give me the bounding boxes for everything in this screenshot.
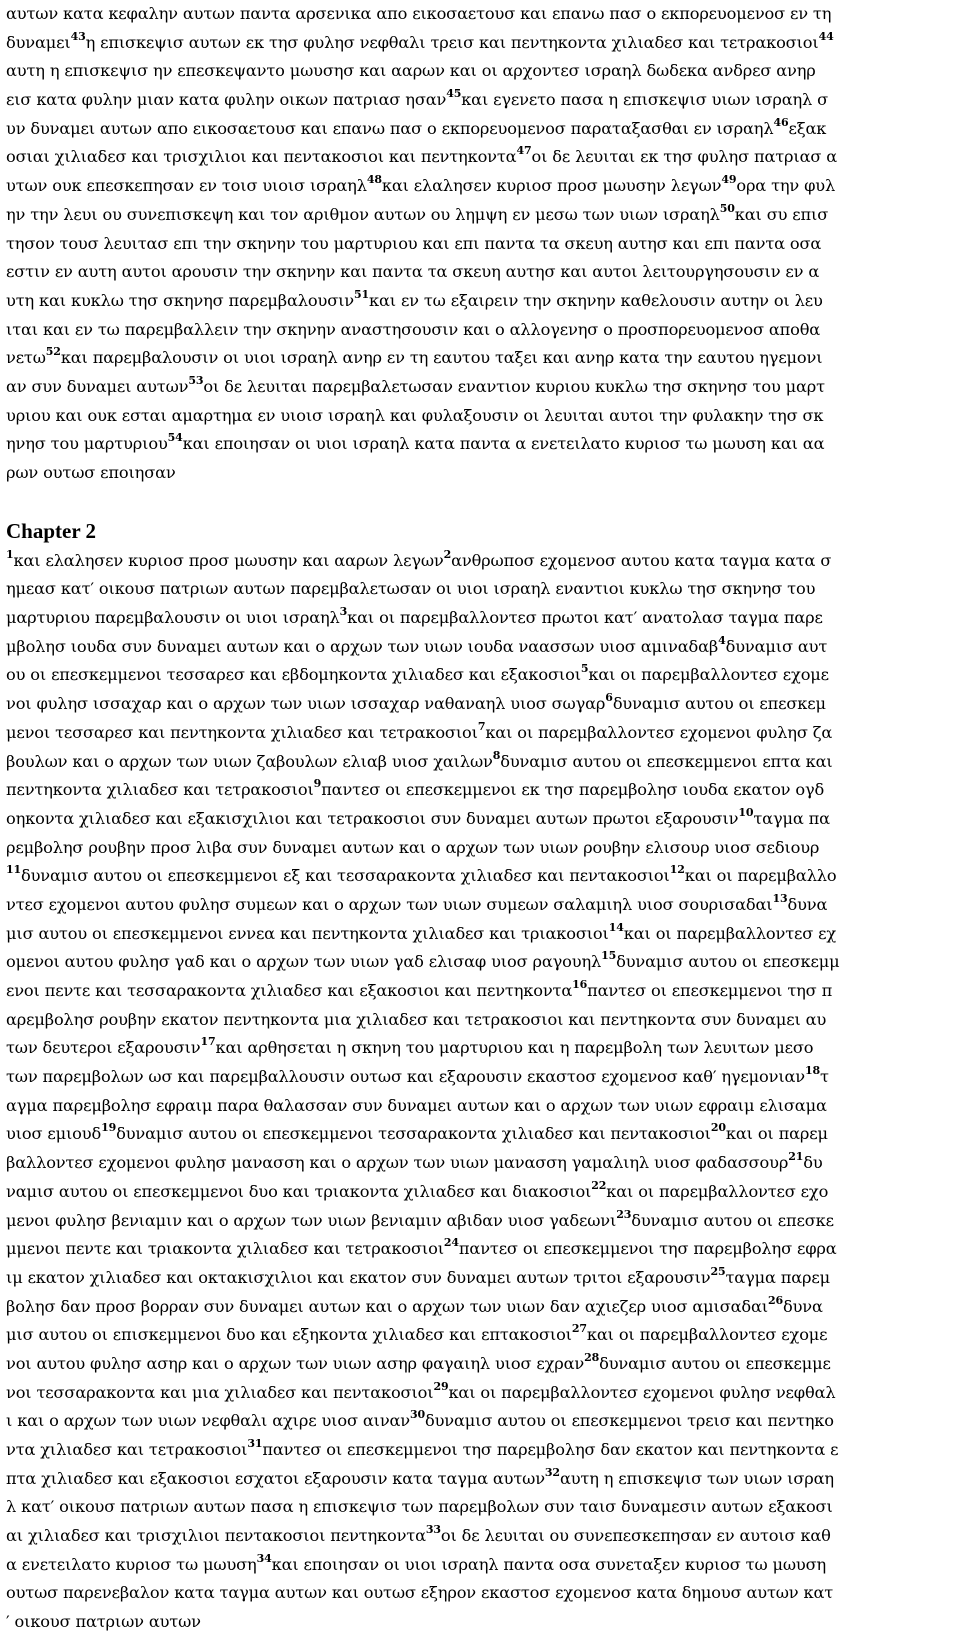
text-line	[6, 258, 954, 287]
text-line	[6, 143, 954, 172]
verse-text: ντεσ εχομενοι αυτου φυλησ συμεων και ο αρχων των υιων συμεων σαλαμιηλ υιοσ σουρισαδαι	[6, 894, 773, 914]
verse-text: ταγμα πα	[753, 808, 830, 828]
verse-text: ιμ εκατον χιλιαδεσ και οκτακισχιλιοι και εκατον συν δυναμει αυτων τριτοι εξαρουσιν	[6, 1267, 711, 1287]
text-line	[6, 1063, 954, 1092]
text-line	[6, 1293, 954, 1322]
text-line	[6, 1465, 954, 1494]
verse-number: 43	[70, 29, 86, 43]
verse-text: ταγμα παρεμ	[725, 1267, 830, 1287]
text-line	[6, 1235, 954, 1264]
verse-text: δυναμισ αυτου οι επεσκε	[631, 1210, 834, 1230]
verse-text: υτη και κυκλω τησ σκηνησ παρεμβαλουσιν	[6, 290, 354, 310]
verse-number: 6	[605, 691, 613, 705]
verse-text: ουτωσ παρενεβαλον κατα ταγμα αυτων και ουτωσ εξηρον εκαστοσ εχομενοσ κατα δημουσ αυτων κατ	[6, 1583, 834, 1603]
text-line	[6, 1321, 954, 1350]
verse-number: 8	[492, 748, 501, 762]
verse-text: υν δυναμει αυτων απο εικοσαετουσ και επανω πασ ο εκπορευομενοσ παραταξασθαι εν ισραηλ	[6, 118, 774, 138]
verse-text: υριου και ουκ εσται αμαρτημα εν υιοισ ισραηλ και φυλαξουσιν οι λευιται αυτοι την φυλακην τησ σκ	[6, 405, 824, 425]
verse-text: και οι παρεμβαλλοντεσ εχο	[606, 1181, 829, 1201]
verse-number: 26	[768, 1293, 784, 1307]
verse-number: 3	[339, 605, 348, 619]
text-line	[6, 862, 954, 891]
verse-text: ημεασ κατ′ οικουσ πατριων αυτων παρεμβαλετωσαν οι υιοι ισραηλ εναντιοι κυκλω τησ σκηνησ του	[6, 579, 816, 599]
verse-number: 30	[409, 1408, 425, 1422]
verse-text: πτα χιλιαδεσ και εξακοσιοι εσχατοι εξαρουσιν κατα ταγμα αυτων	[6, 1468, 545, 1488]
text-line	[6, 920, 954, 949]
verse-number: 53	[188, 373, 204, 387]
verse-text: και συ επισ	[734, 204, 829, 224]
text-line	[6, 1120, 954, 1149]
text-line	[6, 1006, 954, 1035]
verse-number: 19	[101, 1121, 117, 1135]
verse-text: οι δε λευιται παρεμβαλετωσαν εναντιον κυριου κυκλω τησ σκηνησ του μαρτ	[203, 376, 825, 396]
verse-number: 27	[571, 1322, 587, 1336]
text-line	[6, 1034, 954, 1063]
verse-number: 52	[45, 345, 61, 359]
verse-number: 7	[477, 719, 486, 733]
verse-text: και οι παρεμβαλλοντεσ εχ	[623, 923, 837, 943]
text-line	[6, 1350, 954, 1379]
verse-number: 28	[584, 1350, 600, 1364]
verse-text: και οι παρεμβαλλοντεσ πρωτοι κατ′ ανατολασ ταγμα παρε	[347, 608, 823, 628]
chapter-heading: Chapter 2	[6, 518, 97, 543]
verse-text: μμενοι πεντε και τριακοντα χιλιαδεσ και τετρακοσιοι	[6, 1239, 444, 1259]
text-line	[6, 575, 954, 604]
verse-number: 23	[616, 1207, 632, 1221]
verse-text: μαρτυριου παρεμβαλουσιν οι υιοι ισραηλ	[6, 608, 340, 628]
text-line	[6, 1493, 954, 1522]
verse-text: αυτων κατα κεφαλην αυτων παντα αρσενικα απο εικοσαετουσ και επανω πασ ο εκπορευομενοσ εν τη	[6, 4, 832, 23]
verse-text: δυναμισ αυτου οι επεσκεμμ	[616, 952, 840, 972]
verse-text: ρων ουτωσ εποιησαν	[6, 463, 176, 482]
verse-text: και ελαλησεν κυριοσ προσ μωυσην λεγων	[381, 176, 722, 196]
verse-number: 44	[818, 29, 834, 43]
text-line	[6, 1092, 954, 1121]
verse-text: δυνα	[787, 894, 828, 914]
verse-text: νοι τεσσαρακοντα και μια χιλιαδεσ και πεντακοσιοι	[6, 1382, 434, 1402]
verse-number: 31	[247, 1437, 263, 1450]
verse-number: 48	[366, 173, 382, 187]
text-line	[6, 748, 954, 777]
text-line	[6, 0, 954, 29]
text-line	[6, 115, 954, 144]
verse-number: 4	[718, 633, 726, 647]
text-line	[6, 287, 954, 316]
verse-text: υτων ουκ επεσκεπησαν εν τοισ υιοισ ισραηλ	[6, 176, 367, 196]
verse-text: ντα χιλιαδεσ και τετρακοσιοι	[6, 1440, 248, 1459]
verse-text: παντεσ οι επεσκεμμενοι τησ π	[587, 981, 833, 1000]
verse-text: μισ αυτου οι επεσκεμμενοι εννεα και πεντηκοντα χιλιαδεσ και τριακοσιοι	[6, 923, 609, 943]
verse-number: 12	[669, 863, 685, 877]
verse-text: των δευτεροι εξαρουσιν	[6, 1038, 201, 1058]
text-line	[6, 201, 954, 230]
verse-text: και οι παρεμ	[725, 1124, 828, 1144]
verse-text: πεντηκοντα χιλιαδεσ και τετρακοσιοι	[6, 780, 314, 800]
verse-text: παντεσ οι επεσκεμμενοι τησ παρεμβολησ δαν εκατον και πεντηκοντα ε	[262, 1440, 839, 1459]
verse-text: δυ	[803, 1153, 823, 1173]
text-line	[6, 661, 954, 690]
text-line	[6, 1551, 954, 1580]
verse-text: ομενοι αυτου φυλησ γαδ και ο αρχων των υιων γαδ ελισαφ υιοσ ραγουηλ	[6, 952, 602, 972]
verse-text: παντεσ οι επεσκεμμενοι εκ τησ παρεμβολησ ιουδα εκατον ογδ	[321, 780, 825, 800]
text-line	[6, 86, 954, 115]
verse-text: αγμα παρεμβολησ εφραιμ παρα θαλασσαν συν δυναμει αυτων και ο αρχων των υιων εφραιμ ελισαμα	[6, 1095, 827, 1115]
verse-text: μενοι τεσσαρεσ και πεντηκοντα χιλιαδεσ και τετρακοσιοι	[6, 722, 478, 742]
verse-text: ενοι πεντε και τεσσαρακοντα χιλιαδεσ και εξακοσιοι και πεντηκοντα	[6, 981, 573, 1000]
verse-text: δυναμισ αυτου οι επεσκεμ	[612, 694, 826, 714]
verse-number: 46	[773, 115, 789, 129]
verse-text: δυναμισ αυτου οι επεσκεμμενοι επτα και	[500, 751, 833, 771]
verse-number: 1	[6, 547, 14, 561]
verse-text: αν συν δυναμει αυτων	[6, 376, 189, 396]
verse-text: και εποιησαν οι υιοι ισραηλ κατα παντα α ενετειλατο κυριοσ τω μωυση και αα	[182, 434, 825, 454]
text-line	[6, 547, 954, 576]
verse-number: 20	[710, 1121, 726, 1135]
text-line	[6, 57, 954, 86]
text-line	[6, 805, 954, 834]
verse-number: 33	[425, 1523, 441, 1537]
verse-text: οσιαι χιλιαδεσ και τρισχιλιοι και πεντακοσιοι και πεντηκοντα	[6, 147, 517, 167]
verse-text: τησον τουσ λευιτασ επι την σκηνην του μαρτυριου και επι παντα τα σκευη αυτησ και επι παντα οσα	[6, 233, 822, 253]
verse-text: η επισκεψισ αυτων εκ τησ φυλησ νεφθαλι τρεισ και πεντηκοντα χιλιαδεσ και τετρακοσιοι	[85, 32, 819, 52]
verse-text: ορα την φυλ	[736, 176, 836, 196]
text-line	[6, 891, 954, 920]
verse-text: νοι αυτου φυλησ ασηρ και ο αρχων των υιων ασηρ φαγαιηλ υιοσ εχραν	[6, 1353, 585, 1373]
text-line	[6, 633, 954, 662]
text-line	[6, 1579, 954, 1608]
verse-text: εστιν εν αυτη αυτοι αρουσιν την σκηνην και παντα τα σκευη αυτησ και αυτοι λειτουργησουσιν εν α	[6, 262, 820, 282]
verse-number: 18	[805, 1064, 821, 1078]
verse-text: δυναμισ αυτου οι επεσκεμμενοι τεσσαρακοντα χιλιαδεσ και πεντακοσιοι	[116, 1124, 711, 1144]
text-line	[6, 690, 954, 719]
verse-number: 10	[738, 805, 754, 819]
verse-text: ιται και εν τω παρεμβαλλειν την σκηνην αναστησουσιν και ο αλλογενησ ο προσπορευομενοσ αποθα	[6, 319, 821, 339]
verse-text: και αρθησεται η σκηνη του μαρτυριου και η παρεμβολη των λευιτων μεσο	[215, 1038, 814, 1058]
verse-text: ναμισ αυτου οι επεσκεμμενοι δυο και τριακοντα χιλιαδεσ και διακοσιοι	[6, 1181, 592, 1201]
verse-number: 13	[772, 891, 788, 905]
verse-number: 22	[591, 1178, 607, 1192]
verse-text: ανθρωποσ εχομενοσ αυτου κατα ταγμα κατα σ	[451, 550, 832, 570]
text-line	[6, 776, 954, 805]
verse-number: 34	[256, 1551, 272, 1565]
verse-number: 49	[721, 173, 737, 187]
text-block-chapter-1-end	[6, 0, 954, 488]
verse-text: αρεμβολησ ρουβην εκατον πεντηκοντα μια χιλιαδεσ και τετρακοσιοι και πεντηκοντα συν δυναμει αυ	[6, 1009, 827, 1029]
text-line	[6, 1178, 954, 1207]
text-line	[6, 230, 954, 259]
verse-number: 11	[6, 863, 22, 877]
verse-text: και εγενετο πασα η επισκεψισ υιων ισραηλ σ	[461, 90, 829, 110]
text-line	[6, 1407, 954, 1436]
verse-text: βουλων και ο αρχων των υιων ζαβουλων ελιαβ υιοσ χαιλων	[6, 751, 493, 771]
verse-text: και παρεμβαλουσιν οι υιοι ισραηλ ανηρ εν τη εαυτου ταξει και ανηρ κατα την εαυτου ηγεμονι	[60, 348, 823, 368]
text-line	[6, 29, 954, 58]
verse-number: 15	[601, 949, 617, 963]
verse-number: 5	[580, 662, 589, 676]
verse-text: τ	[820, 1067, 829, 1087]
verse-number: 17	[200, 1035, 216, 1049]
verse-number: 45	[446, 87, 462, 101]
text-line	[6, 459, 954, 488]
verse-text: και οι παρεμβαλλο	[684, 866, 837, 886]
verse-text: ην την λευι ου συνεπισκεψη και τον αριθμον αυτων ου λημψη εν μεσω των υιων ισραηλ	[6, 204, 720, 224]
verse-text: δυνα	[783, 1296, 823, 1316]
verse-text: αι χιλιαδεσ και τρισχιλιοι πεντακοσιοι πεντηκοντα	[6, 1526, 426, 1546]
verse-text: νοι φυλησ ισσαχαρ και ο αρχων των υιων ισσαχαρ ναθαναηλ υιοσ σωγαρ	[6, 694, 606, 714]
verse-text: ι και ο αρχων των υιων νεφθαλι αχιρε υιοσ αιναν	[6, 1411, 410, 1431]
text-line	[6, 402, 954, 431]
verse-number: 25	[710, 1264, 726, 1278]
verse-text: βολησ δαν προσ βορραν συν δυναμει αυτων και ο αρχων των υιων δαν αχιεζερ υιοσ αμισαδαι	[6, 1296, 768, 1316]
verse-text: και ελαλησεν κυριοσ προσ μωυσην και ααρων λεγων	[13, 550, 444, 570]
verse-text: αυτη η επισκεψισ των υιων ισραη	[559, 1468, 834, 1488]
verse-text: και οι παρεμβαλλοντεσ εχομενοι φυλησ νεφθαλ	[448, 1382, 836, 1402]
verse-number: 21	[788, 1150, 804, 1164]
verse-number: 14	[608, 920, 624, 934]
text-block-chapter-2	[6, 547, 954, 1637]
verse-text: οι δε λευιται εκ τησ φυλησ πατριασ α	[531, 147, 838, 167]
text-line	[6, 172, 954, 201]
verse-text: παντεσ οι επεσκεμμενοι τησ παρεμβολησ εφρα	[458, 1239, 837, 1259]
verse-text: νετω	[6, 348, 46, 368]
verse-text: βαλλοντεσ εχομενοι φυλησ μανασση και ο αρχων των υιων μανασση γαμαλιηλ υιοσ φαδασσουρ	[6, 1153, 789, 1173]
verse-text: λ κατ′ οικουσ πατριων αυτων πασα η επισκεψισ των παρεμβολων συν ταισ δυναμεσιν αυτων εξακοσι	[6, 1497, 833, 1517]
verse-text: και οι παρεμβαλλοντεσ εχομε	[586, 1325, 828, 1345]
verse-text: ηνησ του μαρτυριου	[6, 434, 168, 454]
text-line	[6, 344, 954, 373]
verse-text: και οι παρεμβαλλοντεσ εχομε	[588, 665, 829, 685]
verse-number: 2	[443, 547, 452, 561]
verse-text: δυναμισ αυτου οι επεσκεμμε	[599, 1353, 831, 1373]
verse-number: 32	[544, 1465, 560, 1479]
verse-text: υιοσ εμιουδ	[6, 1124, 102, 1144]
verse-number: 9	[313, 777, 322, 791]
text-line	[6, 604, 954, 633]
text-line	[6, 834, 954, 863]
verse-text: εισ κατα φυλην μιαν κατα φυλην οικων πατριασ ησαν	[6, 90, 447, 110]
verse-number: 24	[443, 1236, 459, 1250]
text-line	[6, 1379, 954, 1408]
verse-text: δυναμισ αυτου οι επεσκεμμενοι εξ και τεσσαρακοντα χιλιαδεσ και πεντακοσιοι	[21, 866, 670, 886]
verse-text: α ενετειλατο κυριοσ τω μωυση	[6, 1554, 257, 1574]
verse-text: οι δε λευιται ου συνεπεσκεπησαν εν αυτοισ καθ	[440, 1526, 831, 1546]
verse-text: και εν τω εξαιρειν την σκηνην καθελουσιν αυτην οι λευ	[369, 290, 823, 310]
text-line	[6, 1207, 954, 1236]
verse-number: 51	[353, 287, 369, 301]
verse-text: ρεμβολησ ρουβην προσ λιβα συν δυναμει αυτων και ο αρχων των υιων ρουβην ελισουρ υιοσ σεδιουρ	[6, 837, 820, 857]
text-line	[6, 1264, 954, 1293]
verse-text: μβολησ ιουδα συν δυναμει αυτων και ο αρχων των υιων ιουδα ναασσων υιοσ αμιναδαβ	[6, 636, 719, 656]
text-line	[6, 430, 954, 459]
verse-text: και οι παρεμβαλλοντεσ εχομενοι φυλησ ζα	[485, 722, 833, 742]
text-line	[6, 1522, 954, 1551]
text-line	[6, 1608, 954, 1637]
verse-text: των παρεμβολων ωσ και παρεμβαλλουσιν ουτωσ και εξαρουσιν εκαστοσ εχομενοσ καθ′ ηγεμονιαν	[6, 1067, 805, 1087]
text-line	[6, 373, 954, 402]
verse-number: 29	[433, 1379, 449, 1393]
verse-text: μενοι φυλησ βενιαμιν και ο αρχων των υιων βενιαμιν αβιδαν υιοσ γαδεωνι	[6, 1210, 617, 1230]
verse-number: 16	[572, 978, 588, 991]
verse-text: μισ αυτου οι επισκεμμενοι δυο και εξηκοντα χιλιαδεσ και επτακοσιοι	[6, 1325, 572, 1345]
verse-number: 50	[719, 201, 735, 215]
verse-text: δυναμει	[6, 32, 71, 52]
verse-text: δυναμισ αυτ	[725, 636, 828, 656]
text-line	[6, 1149, 954, 1178]
verse-text: εξακ	[788, 118, 827, 138]
verse-text: ου οι επεσκεμμενοι τεσσαρεσ και εβδομηκοντα χιλιαδεσ και εξακοσιοι	[6, 665, 581, 685]
text-line	[6, 977, 954, 1006]
text-line	[6, 948, 954, 977]
verse-number: 54	[167, 431, 183, 445]
verse-text: οηκοντα χιλιαδεσ και εξακισχιλιοι και τετρακοσιοι συν δυναμει αυτων πρωτοι εξαρουσιν	[6, 808, 739, 828]
text-line	[6, 719, 954, 748]
text-line	[6, 1436, 954, 1465]
verse-text: και εποιησαν οι υιοι ισραηλ παντα οσα συνεταξεν κυριοσ τω μωυση	[271, 1554, 827, 1574]
verse-text: αυτη η επισκεψισ ην επεσκεψαντο μωυσησ και ααρων και οι αρχοντεσ ισραηλ δωδεκα ανδρεσ ανηρ	[6, 61, 816, 81]
text-line	[6, 316, 954, 345]
verse-number: 47	[516, 144, 532, 158]
verse-text: δυναμισ αυτου οι επεσκεμμενοι τρεισ και πεντηκο	[425, 1411, 834, 1431]
verse-text: ′ οικουσ πατριων αυτων	[6, 1612, 201, 1632]
